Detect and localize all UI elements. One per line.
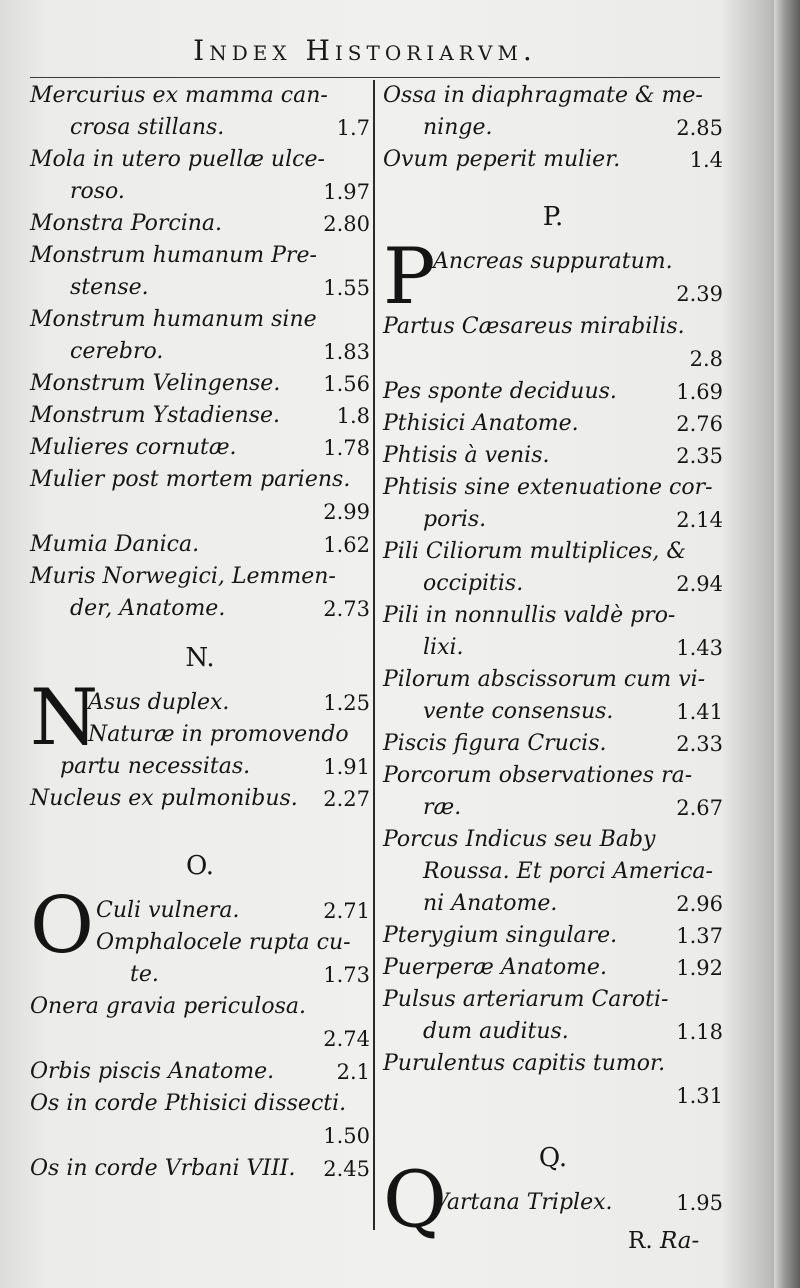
index-entry [383, 664, 723, 728]
entry-text: Mola in utero puellæ ulce- [30, 147, 325, 172]
index-entry [30, 304, 370, 368]
entry-page: 1.43 [676, 636, 723, 660]
entry-text: Partus Cæsareus mirabilis. [383, 314, 685, 339]
header-rule [30, 77, 720, 78]
index-entry [30, 1153, 370, 1185]
book-spine [774, 0, 800, 1288]
entry-text: Pthisici Anatome. [383, 411, 579, 436]
entry-text: Pili Ciliorum multiplices, & [383, 539, 686, 564]
catchword [628, 1228, 699, 1254]
section-letter-q: Q. [538, 1143, 568, 1173]
entry-text: Pilorum abscissorum cum vi- [383, 667, 706, 692]
index-entry [383, 144, 723, 176]
entry-page: 1.69 [676, 380, 723, 404]
catchword-word: Ra- [659, 1228, 700, 1254]
entry-page: 1.92 [676, 956, 723, 980]
entry-text: vente consensus. [423, 699, 614, 724]
entry-page: 2.74 [323, 1027, 370, 1051]
entry-text: dum auditus. [423, 1019, 569, 1044]
entry-text: Muris Norwegici, Lemmen- [30, 564, 336, 589]
index-entry [30, 400, 370, 432]
entry-page: 1.31 [676, 1084, 723, 1108]
index-entry [30, 144, 370, 208]
entry-page: 2.85 [676, 116, 723, 140]
entry-text: Pterygium singulare. [383, 923, 618, 948]
entry-page: 2.96 [676, 892, 723, 916]
index-entry [383, 311, 723, 376]
entry-page: 1.73 [323, 963, 370, 987]
drop-cap-p: P [383, 232, 436, 322]
section-letter-o: O. [185, 851, 215, 881]
index-entry [383, 472, 723, 536]
index-entry [30, 464, 370, 529]
entry-text: stense. [70, 275, 149, 300]
entry-page: 1.25 [323, 691, 370, 715]
entry-page: 1.4 [689, 148, 723, 172]
entry-text: Culi vulnera. [96, 898, 240, 923]
entry-page: 2.1 [336, 1060, 370, 1084]
entry-page: 2.76 [676, 412, 723, 436]
entry-page: 2.99 [323, 500, 370, 524]
entry-text: Asus duplex. [88, 690, 230, 715]
o-entries-left [30, 991, 370, 1185]
entry-text: Ovum peperit mulier. [383, 147, 621, 172]
entry-page: 2.35 [676, 444, 723, 468]
column-divider [373, 80, 375, 1230]
entry-text: cerebro. [70, 339, 164, 364]
index-entry [30, 673, 370, 783]
m-entries [30, 80, 370, 625]
entry-text: Piscis figura Crucis. [383, 731, 607, 756]
entry-text: Ancreas suppuratum. [433, 249, 673, 274]
entry-page: 1.78 [323, 436, 370, 460]
entry-text: Nucleus ex pulmonibus. [30, 786, 298, 811]
entry-page: 2.8 [689, 347, 723, 371]
entry-text: Pes sponte deciduus. [383, 379, 617, 404]
entry-text: Pili in nonnullis valdè pro- [383, 603, 676, 628]
index-entry [30, 561, 370, 625]
entry-text: Naturæ in promovendo [88, 722, 349, 747]
entry-page: 1.37 [676, 924, 723, 948]
entry-page: 1.62 [323, 533, 370, 557]
index-entry [383, 440, 723, 472]
entry-text: Porcorum observationes ra- [383, 763, 693, 788]
index-entry [383, 920, 723, 952]
entry-text: occipitis. [423, 571, 524, 596]
entry-text: Orbis piscis Anatome. [30, 1059, 275, 1084]
entry-page: 2.27 [323, 787, 370, 811]
entry-text: Omphalocele rupta cu- [96, 930, 351, 955]
index-entry [30, 529, 370, 561]
entry-page: 2.45 [323, 1157, 370, 1181]
index-entry [30, 80, 370, 144]
index-entry [383, 232, 723, 322]
entry-text: Mumia Danica. [30, 532, 200, 557]
index-entry [383, 824, 723, 920]
drop-cap-n: N [30, 673, 99, 763]
entry-text: Onera gravia periculosa. [30, 994, 306, 1019]
entry-page: 2.94 [676, 572, 723, 596]
index-entry [30, 1088, 370, 1153]
entry-page: 2.73 [323, 597, 370, 621]
left-column [30, 80, 370, 1185]
index-entry [383, 952, 723, 984]
drop-cap-o: O [30, 881, 94, 971]
entry-text: crosa stillans. [70, 115, 225, 140]
entry-page: 1.83 [323, 340, 370, 364]
entry-text: lixi. [423, 635, 464, 660]
entry-text: Monstrum Velingense. [30, 371, 281, 396]
entry-text: ni Anatome. [423, 891, 558, 916]
entry-page: 1.56 [323, 372, 370, 396]
entry-text: roso. [70, 179, 125, 204]
index-entry [30, 432, 370, 464]
p-entries [383, 311, 723, 1113]
entry-page: 2.71 [323, 899, 370, 923]
entry-text: Pulsus arteriarum Caroti- [383, 987, 669, 1012]
entry-text: Puerperæ Anatome. [383, 955, 607, 980]
entry-text: Purulentus capitis tumor. [383, 1051, 666, 1076]
index-entry [383, 536, 723, 600]
section-letter-n: N. [185, 643, 215, 673]
entry-page: 1.97 [323, 180, 370, 204]
section-letter-p: P. [542, 202, 564, 232]
index-entry [30, 240, 370, 304]
entry-page: 2.33 [676, 732, 723, 756]
entry-text: Monstra Porcina. [30, 211, 223, 236]
entry-text: ninge. [423, 115, 493, 140]
entry-text: Mercurius ex mamma can- [30, 83, 328, 108]
entry-page: 1.7 [336, 116, 370, 140]
entry-page: 1.55 [323, 276, 370, 300]
entry-text: Os in corde Vrbani VIII. [30, 1156, 296, 1181]
entry-text: Ossa in diaphragmate & me- [383, 83, 703, 108]
index-entry [30, 783, 370, 815]
entry-page: 2.39 [676, 282, 723, 306]
index-entry [30, 1056, 370, 1088]
entry-page: 1.91 [323, 755, 370, 779]
entry-text: Vartana Triplex. [433, 1190, 613, 1215]
right-column [383, 80, 723, 1245]
entry-page: 1.50 [323, 1124, 370, 1148]
entry-text: der, Anatome. [70, 596, 226, 621]
entry-page: 2.67 [676, 796, 723, 820]
entry-text: te. [130, 962, 159, 987]
index-entry [383, 1048, 723, 1113]
entry-text: Phtisis à venis. [383, 443, 550, 468]
index-entry [30, 368, 370, 400]
entry-page: 1.18 [676, 1020, 723, 1044]
entry-page: 2.14 [676, 508, 723, 532]
catchword-letter: R. [628, 1228, 653, 1254]
index-entry [30, 881, 370, 991]
o-entries-right [383, 80, 723, 176]
index-entry [383, 80, 723, 144]
entry-text: Monstrum humanum sine [30, 307, 317, 332]
entry-text: Monstrum Ystadiense. [30, 403, 280, 428]
index-entry [383, 728, 723, 760]
entry-text: Roussa. Et porci America- [423, 859, 713, 884]
index-entry [383, 760, 723, 824]
entry-text: partu necessitas. [60, 754, 251, 779]
entry-page: 1.95 [676, 1191, 723, 1215]
entry-text: Os in corde Pthisici dissecti. [30, 1091, 347, 1116]
index-entry [383, 600, 723, 664]
entry-page: 1.8 [336, 404, 370, 428]
entry-page: 1.41 [676, 700, 723, 724]
page-title: Index Historiarvm. [193, 34, 537, 67]
index-entry [30, 991, 370, 1056]
entry-text: Porcus Indicus seu Baby [383, 827, 656, 852]
drop-cap-q: Q [383, 1155, 447, 1245]
index-entry [30, 208, 370, 240]
entry-text: Mulieres cornutæ. [30, 435, 237, 460]
index-entry [383, 984, 723, 1048]
entry-text: Mulier post mortem pariens. [30, 467, 351, 492]
entry-text: poris. [423, 507, 487, 532]
index-entry [383, 408, 723, 440]
index-entry [383, 376, 723, 408]
entry-text: Monstrum humanum Pre- [30, 243, 317, 268]
entry-text: Phtisis sine extenuatione cor- [383, 475, 713, 500]
entry-page: 2.80 [323, 212, 370, 236]
entry-text: ræ. [423, 795, 462, 820]
